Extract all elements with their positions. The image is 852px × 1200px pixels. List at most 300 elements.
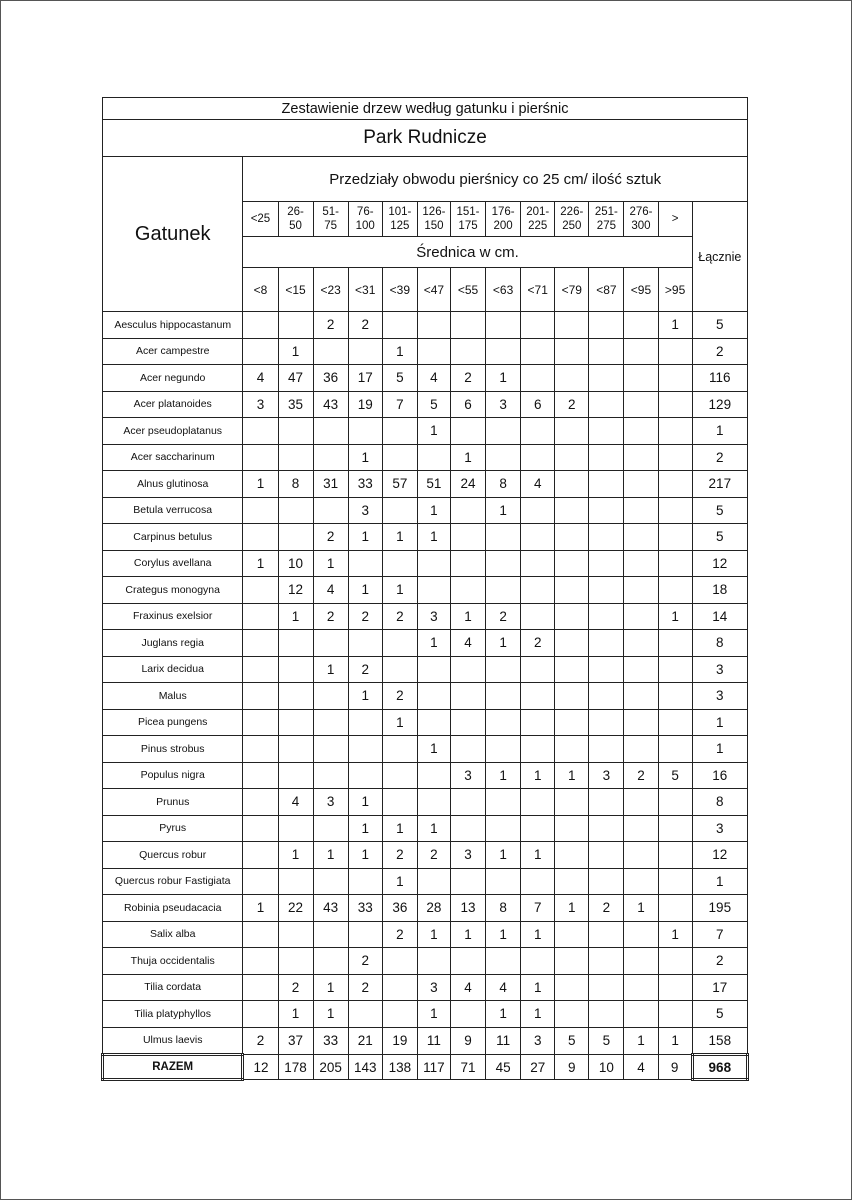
count-cell: 8 xyxy=(486,895,521,922)
column-total-cell: 4 xyxy=(624,1055,658,1080)
column-total-cell: 143 xyxy=(348,1055,382,1080)
count-cell: 35 xyxy=(278,391,313,418)
count-cell: 9 xyxy=(450,1027,485,1055)
count-cell xyxy=(555,709,589,736)
count-cell xyxy=(243,842,278,869)
count-cell: 3 xyxy=(348,497,382,524)
row-total-cell: 1 xyxy=(692,709,747,736)
count-cell: 19 xyxy=(348,391,382,418)
count-cell xyxy=(417,656,450,683)
count-cell: 3 xyxy=(417,603,450,630)
count-cell: 1 xyxy=(348,444,382,471)
count-cell xyxy=(658,550,692,577)
table-row xyxy=(103,312,748,339)
species-name: Carpinus betulus xyxy=(103,524,243,551)
count-cell xyxy=(555,948,589,975)
count-cell: 8 xyxy=(278,471,313,498)
diameter-range-header: <31 xyxy=(348,268,382,312)
razem-row xyxy=(103,1055,748,1080)
count-cell xyxy=(243,656,278,683)
count-cell: 11 xyxy=(417,1027,450,1055)
range-line-2: 150 xyxy=(424,220,444,232)
count-cell: 2 xyxy=(348,312,382,339)
count-cell xyxy=(658,418,692,445)
count-cell xyxy=(658,842,692,869)
species-name: Picea pungens xyxy=(103,709,243,736)
count-cell xyxy=(555,338,589,365)
count-cell: 2 xyxy=(486,603,521,630)
count-cell xyxy=(348,418,382,445)
count-cell xyxy=(486,577,521,604)
count-cell xyxy=(243,418,278,445)
row-total-cell: 3 xyxy=(692,656,747,683)
count-cell xyxy=(555,497,589,524)
row-total-cell: 3 xyxy=(692,815,747,842)
species-name: Fraxinus exelsior xyxy=(103,603,243,630)
count-cell: 1 xyxy=(313,974,348,1001)
species-name: Acer platanoides xyxy=(103,391,243,418)
count-cell xyxy=(589,312,624,339)
count-cell xyxy=(658,789,692,816)
column-total-cell: 138 xyxy=(382,1055,417,1080)
row-total-cell: 1 xyxy=(692,868,747,895)
count-cell xyxy=(521,603,555,630)
column-total-cell: 71 xyxy=(450,1055,485,1080)
count-cell xyxy=(313,683,348,710)
count-cell: 1 xyxy=(417,921,450,948)
count-cell: 1 xyxy=(486,365,521,392)
count-cell xyxy=(589,842,624,869)
circumference-range-header xyxy=(555,202,589,237)
count-cell: 1 xyxy=(348,524,382,551)
count-cell xyxy=(278,312,313,339)
count-cell xyxy=(313,868,348,895)
count-cell xyxy=(278,815,313,842)
row-total-cell: 129 xyxy=(692,391,747,418)
range-line-2: 75 xyxy=(324,220,338,232)
count-cell: 1 xyxy=(486,630,521,657)
count-cell xyxy=(486,444,521,471)
count-cell: 19 xyxy=(382,1027,417,1055)
count-cell xyxy=(624,683,658,710)
count-cell xyxy=(624,550,658,577)
count-cell: 2 xyxy=(555,391,589,418)
count-cell xyxy=(624,312,658,339)
table-row xyxy=(103,603,748,630)
count-cell xyxy=(589,418,624,445)
count-cell xyxy=(624,365,658,392)
count-cell: 1 xyxy=(382,524,417,551)
count-cell xyxy=(555,1001,589,1028)
range-line-1: 201- xyxy=(526,206,550,218)
count-cell xyxy=(658,895,692,922)
count-cell xyxy=(521,365,555,392)
diameter-range-header: <95 xyxy=(624,268,658,312)
count-cell: 2 xyxy=(313,524,348,551)
count-cell: 1 xyxy=(417,524,450,551)
count-cell xyxy=(450,312,485,339)
count-cell: 1 xyxy=(278,338,313,365)
species-name: Acer campestre xyxy=(103,338,243,365)
count-cell xyxy=(589,338,624,365)
count-cell: 1 xyxy=(555,895,589,922)
count-cell xyxy=(589,709,624,736)
count-cell xyxy=(348,921,382,948)
count-cell xyxy=(658,391,692,418)
count-cell: 4 xyxy=(450,974,485,1001)
count-cell xyxy=(624,921,658,948)
species-name: Acer saccharinum xyxy=(103,444,243,471)
park-name: Park Rudnicze xyxy=(103,120,748,157)
count-cell xyxy=(382,948,417,975)
table-row xyxy=(103,842,748,869)
range-line-1: 76- xyxy=(356,206,374,218)
count-cell xyxy=(243,444,278,471)
range-line-1: 251- xyxy=(594,206,618,218)
count-cell: 1 xyxy=(348,683,382,710)
count-cell xyxy=(313,418,348,445)
count-cell xyxy=(624,1001,658,1028)
count-cell xyxy=(521,312,555,339)
count-cell xyxy=(243,974,278,1001)
count-cell xyxy=(243,630,278,657)
count-cell: 1 xyxy=(417,1001,450,1028)
count-cell xyxy=(555,603,589,630)
count-cell xyxy=(382,1001,417,1028)
count-cell: 1 xyxy=(243,550,278,577)
count-cell xyxy=(313,921,348,948)
table-row xyxy=(103,418,748,445)
table-row xyxy=(103,1027,748,1055)
count-cell: 1 xyxy=(348,815,382,842)
circumference-range-header xyxy=(278,202,313,237)
count-cell xyxy=(555,842,589,869)
table-row xyxy=(103,497,748,524)
count-cell xyxy=(278,656,313,683)
count-cell xyxy=(382,550,417,577)
count-cell xyxy=(243,868,278,895)
count-cell xyxy=(555,921,589,948)
count-cell xyxy=(313,762,348,789)
row-total-cell: 7 xyxy=(692,921,747,948)
count-cell xyxy=(658,338,692,365)
count-cell xyxy=(624,497,658,524)
count-cell xyxy=(486,868,521,895)
count-cell xyxy=(589,391,624,418)
count-cell: 24 xyxy=(450,471,485,498)
count-cell: 4 xyxy=(243,365,278,392)
table-row xyxy=(103,921,748,948)
count-cell xyxy=(313,497,348,524)
count-cell xyxy=(624,656,658,683)
count-cell: 1 xyxy=(313,1001,348,1028)
count-cell: 3 xyxy=(486,391,521,418)
count-cell xyxy=(382,497,417,524)
circumference-range-header xyxy=(486,202,521,237)
count-cell xyxy=(555,656,589,683)
count-cell: 2 xyxy=(278,974,313,1001)
count-cell: 1 xyxy=(486,762,521,789)
row-total-cell: 1 xyxy=(692,418,747,445)
count-cell: 33 xyxy=(313,1027,348,1055)
row-total-cell: 8 xyxy=(692,789,747,816)
count-cell xyxy=(450,868,485,895)
count-cell xyxy=(243,815,278,842)
count-cell xyxy=(278,418,313,445)
count-cell: 1 xyxy=(243,471,278,498)
range-line-1: 51- xyxy=(322,206,339,218)
diameter-range-header: <8 xyxy=(243,268,278,312)
count-cell xyxy=(589,656,624,683)
count-cell xyxy=(313,630,348,657)
count-cell xyxy=(624,815,658,842)
count-cell xyxy=(450,1001,485,1028)
range-line-1: 26- xyxy=(287,206,304,218)
count-cell xyxy=(624,577,658,604)
count-cell xyxy=(348,1001,382,1028)
count-cell: 1 xyxy=(521,762,555,789)
count-cell xyxy=(313,709,348,736)
range-line-2: 300 xyxy=(631,220,651,232)
species-name: Larix decidua xyxy=(103,656,243,683)
range-line-1: 126- xyxy=(422,206,446,218)
table-row xyxy=(103,974,748,1001)
count-cell xyxy=(348,630,382,657)
circumference-range-header xyxy=(624,202,658,237)
count-cell xyxy=(243,1001,278,1028)
count-cell xyxy=(521,497,555,524)
count-cell xyxy=(589,524,624,551)
count-cell: 1 xyxy=(243,895,278,922)
count-cell xyxy=(589,497,624,524)
species-name: Populus nigra xyxy=(103,762,243,789)
count-cell: 1 xyxy=(382,577,417,604)
count-cell xyxy=(589,736,624,763)
count-cell xyxy=(589,868,624,895)
count-cell xyxy=(521,683,555,710)
count-cell: 11 xyxy=(486,1027,521,1055)
count-cell: 6 xyxy=(450,391,485,418)
diameter-range-header: <71 xyxy=(521,268,555,312)
interval-header: Przedziały obwodu pierśnicy co 25 cm/ ilość sztuk xyxy=(243,157,748,202)
range-line-1: 151- xyxy=(456,206,480,218)
species-name: Ulmus laevis xyxy=(103,1027,243,1055)
count-cell: 2 xyxy=(382,842,417,869)
count-cell xyxy=(278,921,313,948)
count-cell xyxy=(243,921,278,948)
count-cell: 1 xyxy=(278,603,313,630)
count-cell xyxy=(624,444,658,471)
range-line-2: 125 xyxy=(390,220,410,232)
count-cell: 33 xyxy=(348,895,382,922)
count-cell: 1 xyxy=(658,312,692,339)
count-cell: 4 xyxy=(313,577,348,604)
count-cell xyxy=(589,603,624,630)
count-cell: 12 xyxy=(278,577,313,604)
table-row xyxy=(103,815,748,842)
table-row xyxy=(103,365,748,392)
circumference-range-header xyxy=(658,202,692,237)
column-total-cell: 45 xyxy=(486,1055,521,1080)
count-cell xyxy=(348,736,382,763)
count-cell xyxy=(450,948,485,975)
count-cell: 36 xyxy=(382,895,417,922)
table-row xyxy=(103,868,748,895)
count-cell xyxy=(555,815,589,842)
count-cell: 13 xyxy=(450,895,485,922)
count-cell: 2 xyxy=(382,603,417,630)
count-cell xyxy=(624,789,658,816)
row-total-cell: 1 xyxy=(692,736,747,763)
row-total-cell: 217 xyxy=(692,471,747,498)
count-cell: 2 xyxy=(382,683,417,710)
circumference-range-header xyxy=(417,202,450,237)
species-name: Prunus xyxy=(103,789,243,816)
table-row xyxy=(103,736,748,763)
count-cell xyxy=(658,709,692,736)
row-total-cell: 12 xyxy=(692,550,747,577)
count-cell xyxy=(450,497,485,524)
count-cell: 8 xyxy=(486,471,521,498)
count-cell: 4 xyxy=(278,789,313,816)
row-total-cell: 5 xyxy=(692,1001,747,1028)
count-cell: 1 xyxy=(450,921,485,948)
count-cell xyxy=(521,868,555,895)
row-total-cell: 5 xyxy=(692,524,747,551)
count-cell xyxy=(486,736,521,763)
count-cell: 47 xyxy=(278,365,313,392)
count-cell: 1 xyxy=(521,1001,555,1028)
circumference-range-header xyxy=(521,202,555,237)
count-cell xyxy=(624,630,658,657)
count-cell xyxy=(658,630,692,657)
row-total-cell: 2 xyxy=(692,338,747,365)
count-cell xyxy=(243,709,278,736)
range-line-1: <25 xyxy=(250,213,271,225)
count-cell xyxy=(348,338,382,365)
count-cell xyxy=(243,603,278,630)
species-name: Aesculus hippocastanum xyxy=(103,312,243,339)
count-cell: 4 xyxy=(417,365,450,392)
count-cell: 4 xyxy=(486,974,521,1001)
count-cell xyxy=(450,709,485,736)
count-cell xyxy=(313,815,348,842)
count-cell xyxy=(521,948,555,975)
count-cell xyxy=(589,550,624,577)
count-cell xyxy=(624,736,658,763)
count-cell xyxy=(521,444,555,471)
count-cell: 1 xyxy=(521,974,555,1001)
count-cell xyxy=(624,471,658,498)
count-cell: 21 xyxy=(348,1027,382,1055)
count-cell xyxy=(624,868,658,895)
count-cell xyxy=(450,683,485,710)
count-cell: 33 xyxy=(348,471,382,498)
count-cell xyxy=(658,948,692,975)
diameter-range-header: <23 xyxy=(313,268,348,312)
count-cell xyxy=(243,762,278,789)
circumference-range-header xyxy=(348,202,382,237)
count-cell: 57 xyxy=(382,471,417,498)
count-cell xyxy=(486,815,521,842)
count-cell: 1 xyxy=(486,842,521,869)
count-cell: 2 xyxy=(348,603,382,630)
count-cell xyxy=(555,524,589,551)
count-cell xyxy=(658,365,692,392)
count-cell: 1 xyxy=(348,789,382,816)
count-cell xyxy=(486,550,521,577)
count-cell xyxy=(555,789,589,816)
range-line-2: 250 xyxy=(562,220,582,232)
count-cell xyxy=(450,736,485,763)
count-cell xyxy=(521,524,555,551)
count-cell: 2 xyxy=(313,312,348,339)
count-cell xyxy=(243,497,278,524)
count-cell xyxy=(417,868,450,895)
count-cell xyxy=(658,1001,692,1028)
count-cell: 3 xyxy=(417,974,450,1001)
count-cell xyxy=(589,471,624,498)
count-cell xyxy=(521,736,555,763)
species-name: Malus xyxy=(103,683,243,710)
species-name: Thuja occidentalis xyxy=(103,948,243,975)
count-cell xyxy=(450,656,485,683)
count-cell: 2 xyxy=(382,921,417,948)
table-row xyxy=(103,895,748,922)
count-cell xyxy=(486,656,521,683)
count-cell: 7 xyxy=(382,391,417,418)
count-cell: 1 xyxy=(348,577,382,604)
count-cell: 3 xyxy=(450,842,485,869)
count-cell xyxy=(624,709,658,736)
count-cell xyxy=(589,630,624,657)
count-cell xyxy=(278,709,313,736)
count-cell xyxy=(624,603,658,630)
count-cell xyxy=(243,524,278,551)
count-cell: 1 xyxy=(658,1027,692,1055)
table-row xyxy=(103,630,748,657)
count-cell xyxy=(243,789,278,816)
count-cell: 1 xyxy=(555,762,589,789)
count-cell xyxy=(658,497,692,524)
count-cell xyxy=(589,789,624,816)
count-cell xyxy=(243,736,278,763)
range-line-2: 100 xyxy=(355,220,375,232)
count-cell: 1 xyxy=(313,656,348,683)
count-cell xyxy=(313,444,348,471)
count-cell xyxy=(624,391,658,418)
count-cell xyxy=(589,444,624,471)
count-cell xyxy=(589,921,624,948)
species-name: Crategus monogyna xyxy=(103,577,243,604)
count-cell xyxy=(417,338,450,365)
count-cell xyxy=(417,550,450,577)
diameter-range-header: <39 xyxy=(382,268,417,312)
species-name: Juglans regia xyxy=(103,630,243,657)
count-cell xyxy=(450,789,485,816)
count-cell xyxy=(450,524,485,551)
table-row xyxy=(103,471,748,498)
column-total-cell: 117 xyxy=(417,1055,450,1080)
count-cell xyxy=(521,550,555,577)
count-cell: 2 xyxy=(450,365,485,392)
table-row xyxy=(103,683,748,710)
diameter-range-header: <87 xyxy=(589,268,624,312)
count-cell xyxy=(417,948,450,975)
count-cell xyxy=(521,656,555,683)
row-total-cell: 158 xyxy=(692,1027,747,1055)
count-cell xyxy=(555,471,589,498)
